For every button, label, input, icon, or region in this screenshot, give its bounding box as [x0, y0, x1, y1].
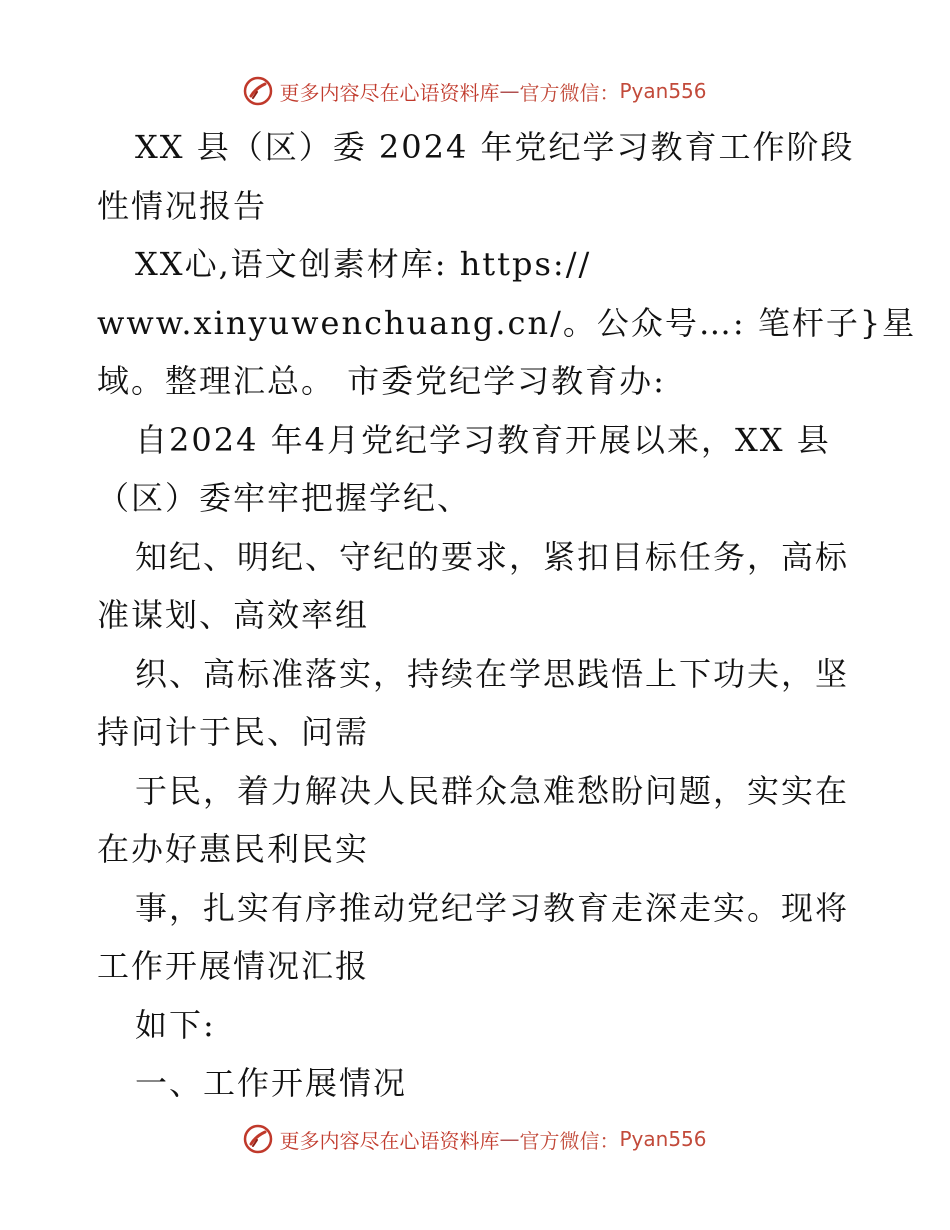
source-line-2: www.xinyuwenchuang.cn/。公众号…: 笔杆子}星 [97, 303, 917, 342]
brush-seal-icon [243, 76, 273, 106]
paragraph-line: 持问计于民、问需 [97, 713, 370, 751]
banner-separator: — [499, 1127, 520, 1151]
banner-wechat-label: 官方微信： [519, 1128, 620, 1153]
banner-separator: — [499, 79, 520, 103]
paragraph-line: 于民，着力解决人民群众急难愁盼问题，实实在 [135, 771, 850, 810]
paragraph-line: 如下: [135, 1005, 216, 1044]
brush-seal-icon [243, 1124, 273, 1154]
paragraph-line: （区）委牢牢把握学纪、 [97, 479, 472, 517]
banner-wechat-id: Pyan556 [619, 79, 707, 103]
source-line-1: XX心,语文创素材库: https:// [135, 245, 592, 283]
paragraph-line: 知纪、明纪、守纪的要求，紧扣目标任务，高标 [135, 537, 850, 576]
banner-main-text: 更多内容尽在心语资料库 [279, 1128, 500, 1153]
paragraph-line: 自2024 年4月党纪学习教育开展以来，XX 县 [135, 420, 831, 459]
header-banner [0, 71, 950, 111]
paragraph-line: 织、高标准落实，持续在学思践悟上下功夫，坚 [135, 654, 850, 693]
title-line-2: 性情况报告 [97, 186, 268, 225]
document-body [97, 118, 917, 1113]
paragraph-line: 工作开展情况汇报 [97, 947, 370, 985]
banner-wechat-label: 官方微信： [519, 80, 620, 105]
title-line-1: XX 县（区）委 2024 年党纪学习教育工作阶段 [135, 128, 855, 166]
paragraph-line: 事，扎实有序推动党纪学习教育走深走实。现将 [135, 888, 850, 927]
section-heading: 一、工作开展情况 [135, 1064, 408, 1102]
source-line-3: 域。整理汇总。 市委党纪学习教育办: [97, 362, 666, 400]
banner-wechat-id: Pyan556 [619, 1127, 707, 1151]
paragraph-line: 在办好惠民利民实 [97, 830, 370, 868]
banner-main-text: 更多内容尽在心语资料库 [279, 80, 500, 105]
paragraph-line: 准谋划、高效率组 [97, 596, 370, 634]
footer-banner [0, 1119, 950, 1159]
